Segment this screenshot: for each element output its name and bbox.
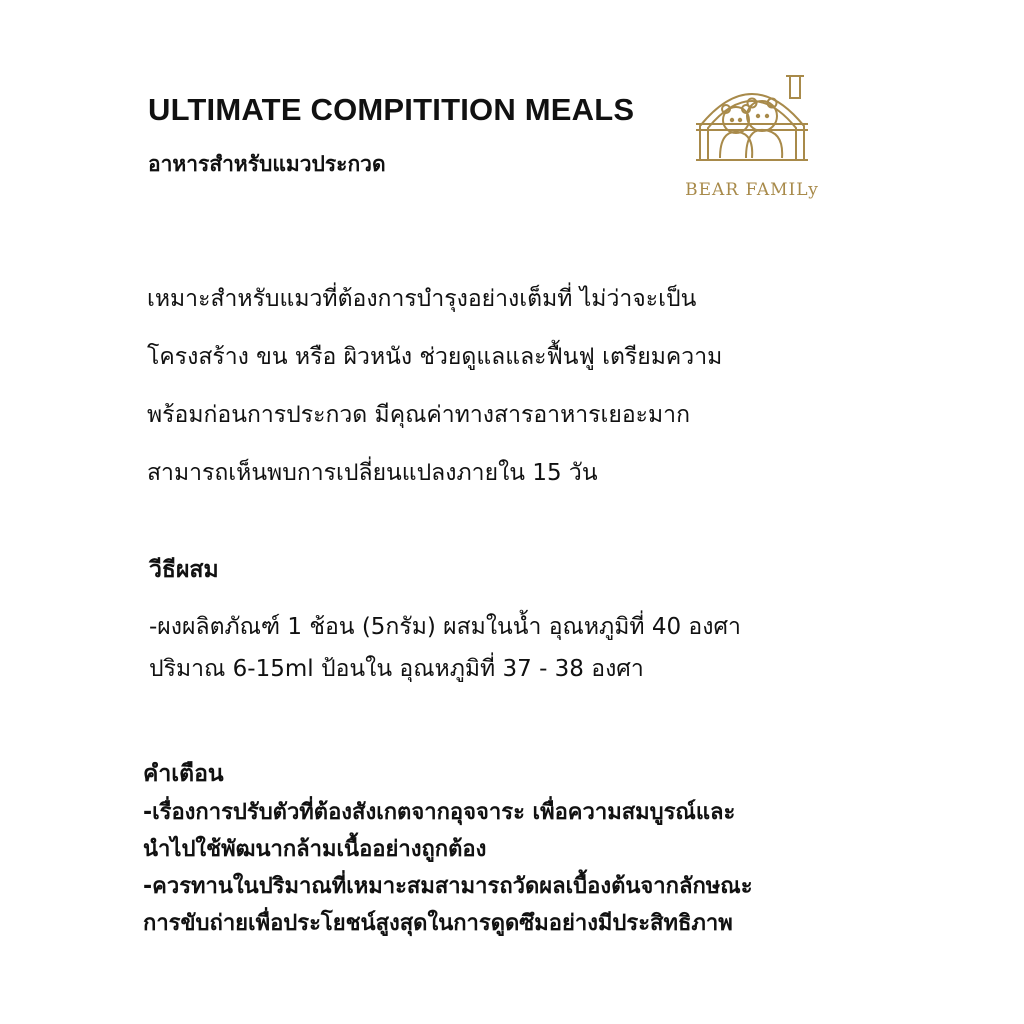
description-line: เหมาะสำหรับแมวที่ต้องการบำรุงอย่างเต็มที่ ไม่ว่าจะเป็น (147, 286, 697, 312)
method-line: ปริมาณ 6-15ml ป้อนใน อุณหภูมิที่ 37 - 38 องศา (149, 656, 644, 682)
page-subtitle: อาหารสำหรับแมวประกวด (148, 152, 386, 176)
warning-line: -ควรทานในปริมาณที่เหมาะสมสามารถวัดผลเบื้องต้นจากลักษณะ (143, 874, 753, 899)
description (147, 276, 947, 508)
warning-list (143, 794, 753, 942)
description-line: พร้อมก่อนการประกวด มีคุณค่าทางสารอาหารเยอะมาก (147, 402, 691, 428)
warning-line: -เรื่องการปรับตัวที่ต้องสังเกตจากอุจจาระ เพื่อความสมบูรณ์และ (143, 800, 736, 825)
description-line: สามารถเห็นพบการเปลี่ยนแปลงภายใน 15 วัน (147, 460, 598, 486)
bear-family-logo (682, 68, 822, 208)
method-steps (149, 606, 741, 690)
logo-text: BEAR FAMILy (685, 180, 819, 200)
warning-line: นำไปใช้พัฒนากล้ามเนื้ออย่างถูกต้อง (143, 837, 487, 862)
method-line: -ผงผลิตภัณฑ์ 1 ช้อน (5กรัม) ผสมในน้ำ อุณหภูมิที่ 40 องศา (149, 614, 741, 640)
description-line: โครงสร้าง ขน หรือ ผิวหนัง ช่วยดูแลและฟื้นฟู เตรียมความ (147, 344, 723, 370)
warning-line: การขับถ่ายเพื่อประโยชน์สูงสุดในการดูดซึมอย่างมีประสิทธิภาพ (143, 911, 733, 936)
page-title: ULTIMATE COMPITITION MEALS (148, 92, 635, 127)
warning-heading: คำเตือน (143, 761, 224, 787)
method-heading: วีธีผสม (149, 557, 219, 583)
